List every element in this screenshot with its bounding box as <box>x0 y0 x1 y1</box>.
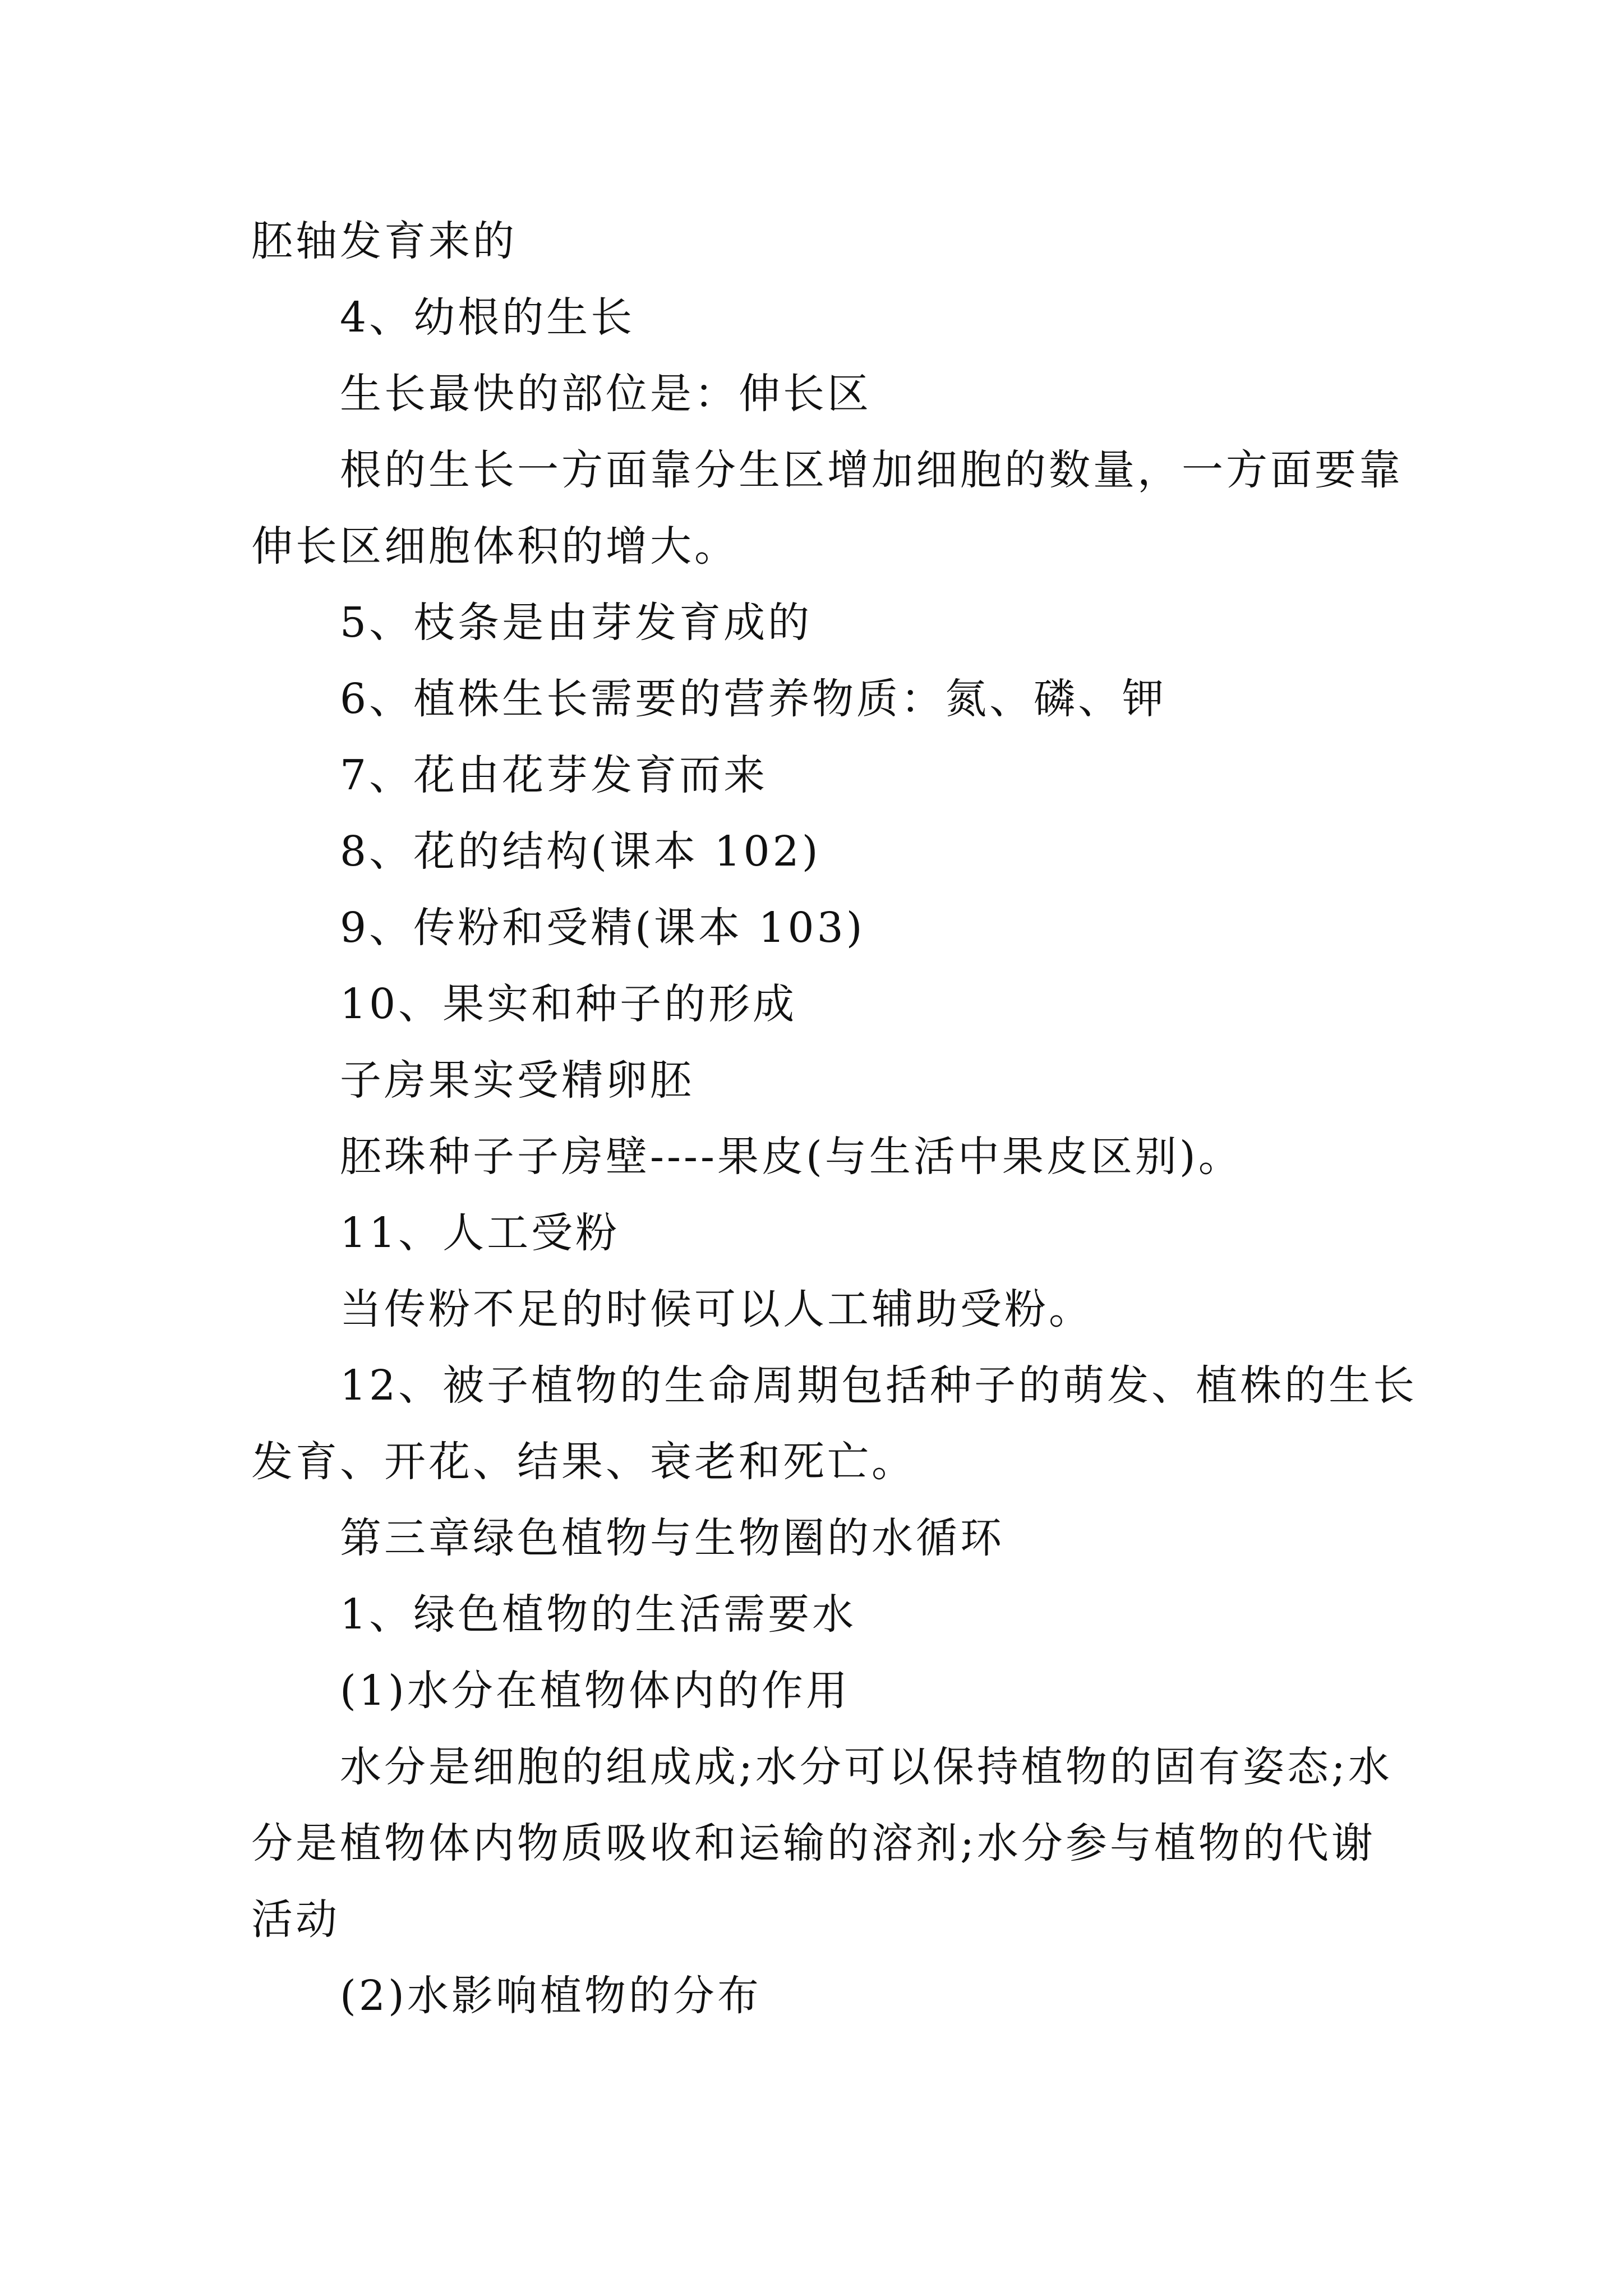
text-line: 10、果实和种子的形成 <box>340 980 797 1028</box>
text-line: 子房果实受精卵胚 <box>340 1056 694 1105</box>
text-line: 8、花的结构(课本 102) <box>340 827 821 876</box>
text-line: 分是植物体内物质吸收和运输的溶剂;水分参与植物的代谢 <box>251 1819 1376 1867</box>
text-line: 当传粉不足的时候可以人工辅助受粉。 <box>340 1285 1093 1333</box>
text-line: 11、人工受粉 <box>340 1209 620 1257</box>
text-line: 根的生长一方面靠分生区增加细胞的数量，一方面要靠 <box>340 446 1403 494</box>
text-line: 胚轴发育来的 <box>251 217 517 265</box>
text-line: 生长最快的部位是：伸长区 <box>340 370 872 418</box>
text-line: 12、被子植物的生命周期包括种子的萌发、植株的生长 <box>340 1361 1418 1410</box>
text-line: 9、传粉和受精(课本 103) <box>340 904 865 952</box>
text-line: 7、花由花芽发育而来 <box>340 751 768 799</box>
text-line: 4、幼根的生长 <box>340 293 635 342</box>
text-line: 发育、开花、结果、衰老和死亡。 <box>251 1438 916 1486</box>
text-line: (1)水分在植物体内的作用 <box>340 1667 850 1715</box>
text-line: 6、植株生长需要的营养物质：氮、磷、钾 <box>340 675 1167 723</box>
text-line: 胚珠种子子房壁----果皮(与生活中果皮区别)。 <box>340 1133 1243 1181</box>
text-line: 伸长区细胞体积的增大。 <box>251 522 739 570</box>
text-line: 第三章绿色植物与生物圈的水循环 <box>340 1514 1004 1562</box>
text-line: 水分是细胞的组成成;水分可以保持植物的固有姿态;水 <box>340 1743 1393 1791</box>
text-line: 1、绿色植物的生活需要水 <box>340 1590 857 1639</box>
text-line: (2)水影响植物的分布 <box>340 1972 762 2020</box>
text-line: 活动 <box>251 1895 340 1944</box>
text-line: 5、枝条是由芽发育成的 <box>340 599 813 647</box>
